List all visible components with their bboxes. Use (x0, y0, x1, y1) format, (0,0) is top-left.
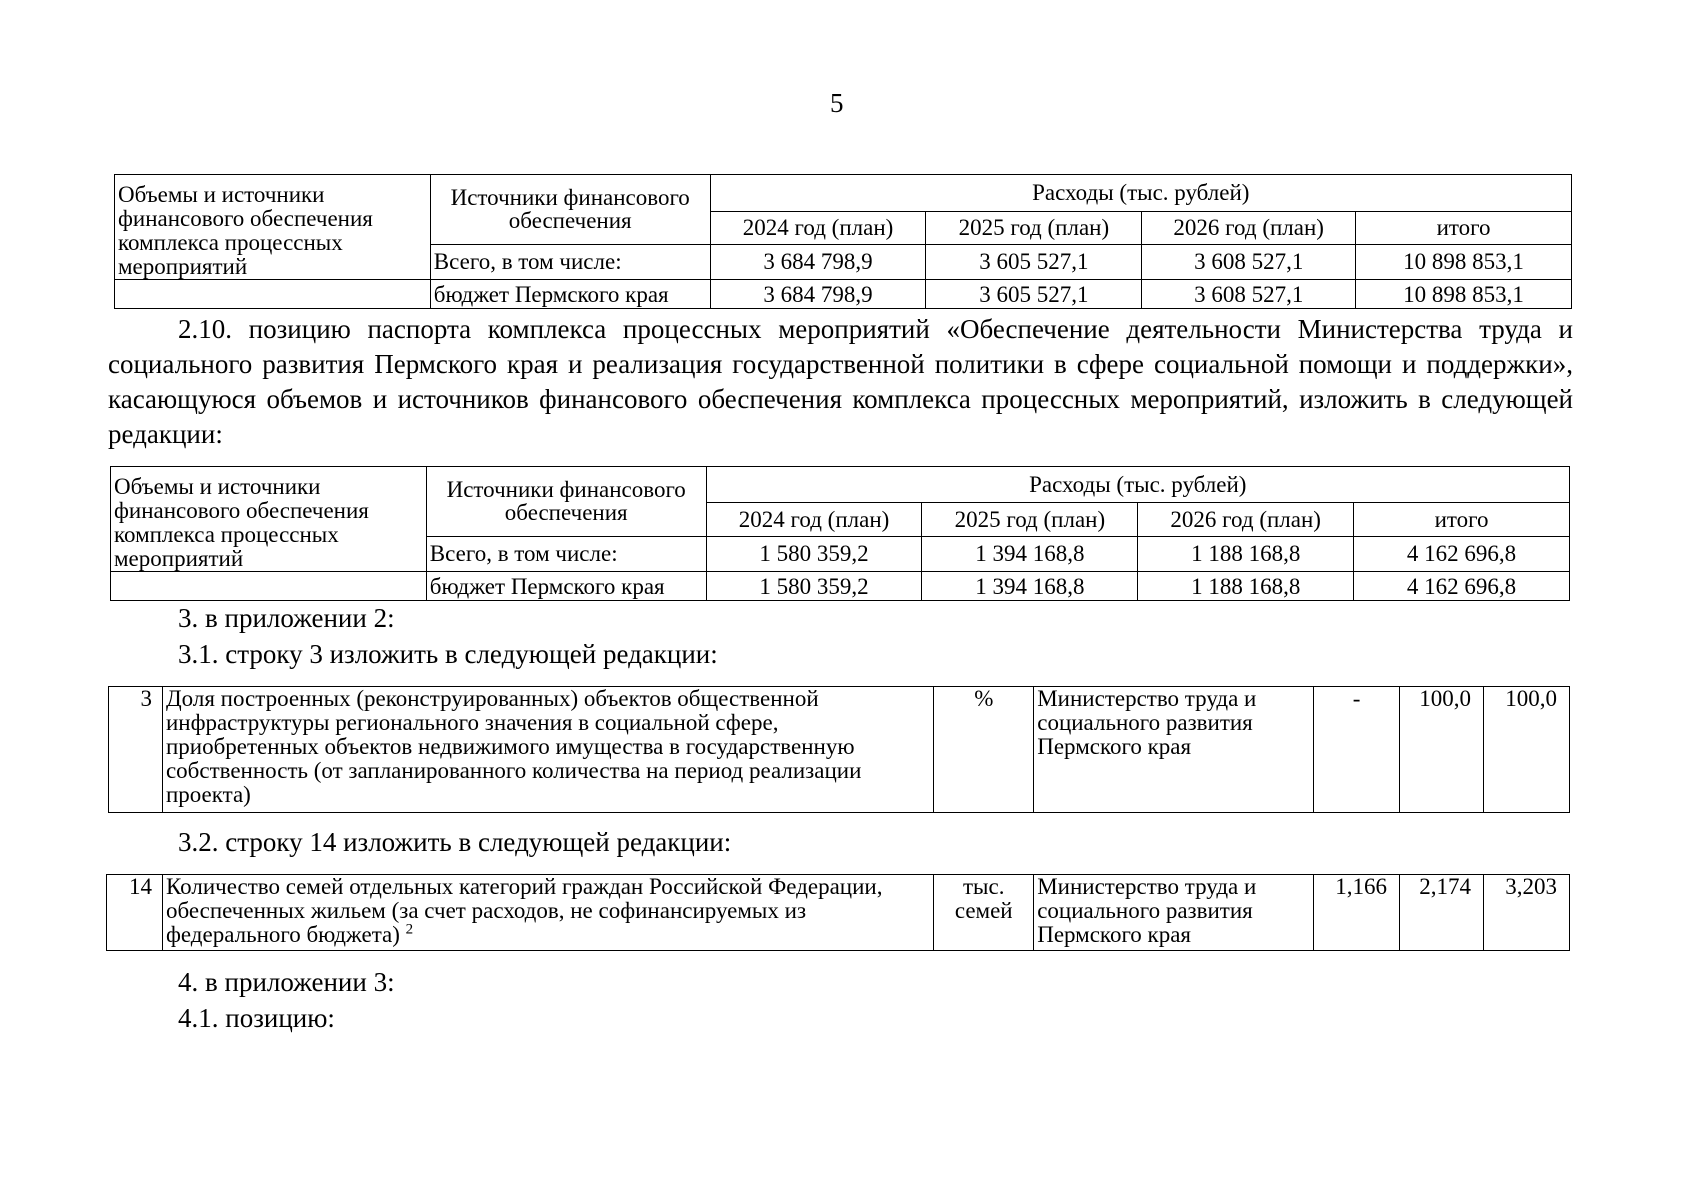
line-4-1: 4.1. позицию: (178, 1003, 335, 1033)
table1-label: Объемы и источники финансового обеспечения комплекса процессных мероприятий (115, 175, 431, 280)
row14-unit-line2: семей (954, 898, 1013, 923)
table1-cell-total: 10 898 853,1 (1356, 280, 1572, 309)
financing-table-2 (110, 466, 1570, 601)
table2-cell-2025: 1 394 168,8 (922, 572, 1138, 601)
table2-cell-total: 4 162 696,8 (1354, 572, 1570, 601)
table1-cell-2026: 3 608 527,1 (1142, 244, 1356, 279)
table2-row-source: Всего, в том числе: (426, 536, 706, 571)
indicator-row-3-table (108, 686, 1570, 813)
table2-cell-2024: 1 580 359,2 (706, 572, 922, 601)
row14-number: 14 (107, 875, 163, 951)
table2-col-total: итого (1354, 503, 1570, 537)
table2-col-2025: 2025 год (план) (922, 503, 1138, 537)
table2-cell-2024: 1 580 359,2 (706, 536, 922, 571)
table2-sources-header: Источники финансового обеспечения (426, 467, 706, 537)
row3-value-3: 100,0 (1483, 687, 1569, 813)
row3-value-2: 100,0 (1399, 687, 1483, 813)
row14-unit (934, 875, 1034, 951)
table2-label: Объемы и источники финансового обеспечения комплекса процессных мероприятий (111, 467, 427, 572)
table2-row-source: бюджет Пермского края (426, 572, 706, 601)
table2-cell-2026: 1 188 168,8 (1138, 572, 1354, 601)
row3-organization: Министерство труда и социального развития Пермского края (1034, 687, 1314, 813)
table2-col-2024: 2024 год (план) (706, 503, 922, 537)
row3-value-1: - (1314, 687, 1400, 813)
indicator-row-14-table (106, 874, 1570, 951)
table1-sources-header: Источники финансового обеспечения (430, 175, 710, 245)
table1-expenses-header: Расходы (тыс. рублей) (710, 175, 1571, 212)
row14-footnote: 2 (405, 921, 414, 938)
table1-cell-2026: 3 608 527,1 (1142, 280, 1356, 309)
table2-col-2026: 2026 год (план) (1138, 503, 1354, 537)
row14-value-3: 3,203 (1483, 875, 1569, 951)
line-4: 4. в приложении 3: (178, 967, 395, 997)
table2-cell-2026: 1 188 168,8 (1138, 536, 1354, 571)
table1-row-source: Всего, в том числе: (430, 244, 710, 279)
line-3: 3. в приложении 2: (178, 603, 395, 633)
row3-unit: % (934, 687, 1034, 813)
page-number: 5 (830, 88, 844, 118)
line-3-2: 3.2. строку 14 изложить в следующей редакции: (178, 827, 732, 857)
financing-table-1 (114, 174, 1572, 309)
table1-cell-2025: 3 605 527,1 (926, 244, 1142, 279)
table1-col-total: итого (1356, 211, 1572, 244)
table1-cell-2025: 3 605 527,1 (926, 280, 1142, 309)
row14-name-cell (162, 875, 933, 951)
table1-col-2025: 2025 год (план) (926, 211, 1142, 244)
table1-cell-2024: 3 684 798,9 (710, 244, 926, 279)
table1-cell-2024: 3 684 798,9 (710, 280, 926, 309)
table1-cell-total: 10 898 853,1 (1356, 244, 1572, 279)
table2-expenses-header: Расходы (тыс. рублей) (706, 467, 1569, 503)
paragraph-2-10: 2.10. позицию паспорта комплекса процессных мероприятий «Обеспечение деятельности Министерства труда и социального развития Пермского края и реализация государственной политики в сфере социальной помощи и поддержки», касающуюся объемов и источников финансового обеспечения комплекса процессных мероприятий, изложить в следующей редакции: (108, 314, 1573, 449)
row3-number: 3 (109, 687, 163, 813)
table2-cell-total: 4 162 696,8 (1354, 536, 1570, 571)
table1-col-2026: 2026 год (план) (1142, 211, 1356, 244)
table2-cell-2025: 1 394 168,8 (922, 536, 1138, 571)
row14-value-2: 2,174 (1400, 875, 1484, 951)
row14-name: Количество семей отдельных категорий граждан Российской Федерации, обеспеченных жильем (за счет расходов, не софинансируемых из федерального бюджета) (165, 874, 883, 947)
row14-organization: Министерство труда и социального развития Пермского края (1034, 875, 1314, 951)
row14-unit-line1: тыс. (962, 874, 1005, 899)
row3-name: Доля построенных (реконструированных) объектов общественной инфраструктуры регионального значения в социальной сфере, приобретенных объектов недвижимого имущества в государственную собственность (от запланированного количества на период реализации проекта) (162, 687, 933, 813)
table1-col-2024: 2024 год (план) (710, 211, 926, 244)
table1-row-source: бюджет Пермского края (430, 280, 710, 309)
line-3-1: 3.1. строку 3 изложить в следующей редакции: (178, 639, 718, 669)
row14-value-1: 1,166 (1314, 875, 1400, 951)
